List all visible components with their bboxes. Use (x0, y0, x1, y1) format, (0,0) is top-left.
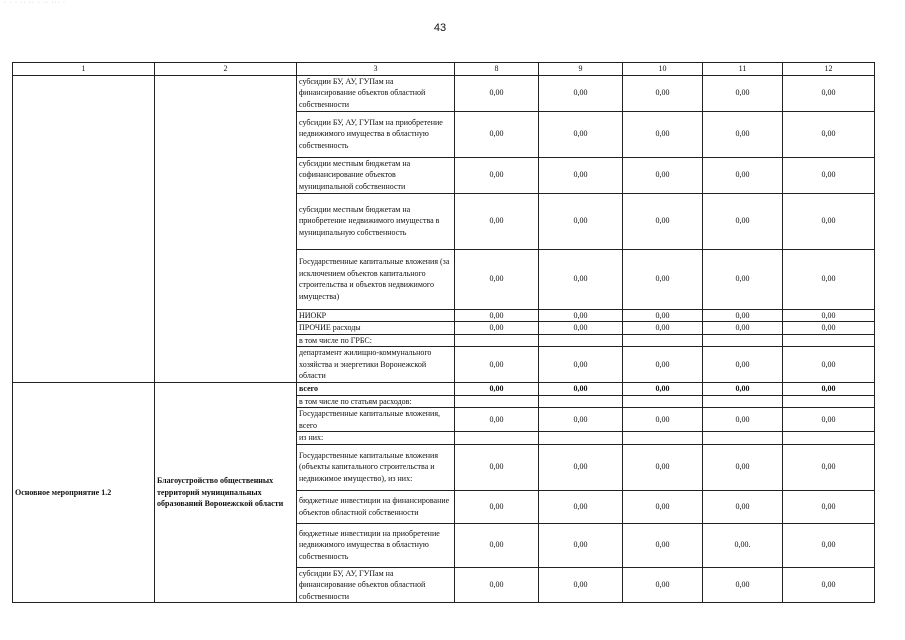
value-cell (539, 432, 623, 445)
value-cell: 0,00 (703, 75, 783, 111)
value-cell: 0,00 (623, 567, 703, 603)
value-cell: 0,00 (783, 444, 875, 490)
value-cell: 0,00 (539, 408, 623, 432)
table-row (13, 75, 875, 111)
value-cell (455, 432, 539, 445)
value-cell: 0,00. (703, 523, 783, 567)
row-label: в том числе по статьям расходов: (297, 395, 455, 408)
value-cell: 0,00 (455, 157, 539, 193)
value-cell (539, 395, 623, 408)
value-cell: 0,00 (455, 75, 539, 111)
row-label: бюджетные инвестиции на приобретение недвижимого имущества в областную собственность (297, 523, 455, 567)
value-cell: 0,00 (623, 322, 703, 335)
value-cell: 0,00 (623, 408, 703, 432)
value-cell: 0,00 (623, 490, 703, 523)
value-cell: 0,00 (783, 383, 875, 396)
row-label: из них: (297, 432, 455, 445)
section-cell: Основное мероприятие 1.2 (13, 383, 155, 603)
row-label: субсидии БУ, АУ, ГУПам на финансирование объектов областной собственности (297, 75, 455, 111)
value-cell: 0,00 (623, 111, 703, 157)
value-cell: 0,00 (539, 157, 623, 193)
row-label: субсидии БУ, АУ, ГУПам на приобретение недвижимого имущества в областную собственность (297, 111, 455, 157)
col-header: 3 (297, 63, 455, 76)
value-cell: 0,00 (703, 490, 783, 523)
value-cell: 0,00 (783, 408, 875, 432)
value-cell (623, 432, 703, 445)
value-cell: 0,00 (783, 309, 875, 322)
value-cell (783, 432, 875, 445)
row-label: Государственные капитальные вложения, всего (297, 408, 455, 432)
value-cell: 0,00 (623, 309, 703, 322)
value-cell: 0,00 (455, 567, 539, 603)
value-cell: 0,00 (623, 383, 703, 396)
value-cell: 0,00 (703, 567, 783, 603)
row-label: ПРОЧИЕ расходы (297, 322, 455, 335)
value-cell: 0,00 (539, 249, 623, 309)
value-cell: 0,00 (703, 309, 783, 322)
value-cell: 0,00 (703, 111, 783, 157)
value-cell: 0,00 (703, 157, 783, 193)
value-cell: 0,00 (539, 490, 623, 523)
value-cell: 0,00 (623, 444, 703, 490)
value-cell: 0,00 (455, 322, 539, 335)
table-row (13, 383, 875, 396)
value-cell: 0,00 (783, 567, 875, 603)
row-label: в том числе по ГРБС: (297, 334, 455, 347)
value-cell (703, 395, 783, 408)
value-cell: 0,00 (783, 157, 875, 193)
value-cell: 0,00 (455, 408, 539, 432)
row-label: бюджетные инвестиции на финансирование объектов областной собственности (297, 490, 455, 523)
value-cell: 0,00 (703, 347, 783, 383)
col-header: 2 (155, 63, 297, 76)
row-label: всего (297, 383, 455, 396)
page-number: 43 (433, 22, 447, 34)
value-cell (703, 432, 783, 445)
value-cell (455, 334, 539, 347)
value-cell: 0,00 (703, 383, 783, 396)
value-cell: 0,00 (539, 193, 623, 249)
row-label: Государственные капитальные вложения (объекты капитального строительства и недвижимое имущество), из них: (297, 444, 455, 490)
value-cell: 0,00 (455, 309, 539, 322)
row-label: субсидии местным бюджетам на приобретение недвижимого имущества в муниципальную собственность (297, 193, 455, 249)
value-cell (623, 334, 703, 347)
col-header: 11 (703, 63, 783, 76)
col-header: 9 (539, 63, 623, 76)
value-cell: 0,00 (455, 347, 539, 383)
row-label: департамент жилищно-коммунального хозяйства и энергетики Воронежской области (297, 347, 455, 383)
value-cell: 0,00 (539, 322, 623, 335)
value-cell (623, 395, 703, 408)
value-cell: 0,00 (455, 490, 539, 523)
row-label: НИОКР (297, 309, 455, 322)
value-cell (539, 334, 623, 347)
value-cell: 0,00 (455, 193, 539, 249)
value-cell: 0,00 (455, 523, 539, 567)
value-cell: 0,00 (455, 444, 539, 490)
value-cell: 0,00 (623, 75, 703, 111)
col-header: 12 (783, 63, 875, 76)
value-cell: 0,00 (455, 111, 539, 157)
value-cell (783, 334, 875, 347)
row-label: субсидии БУ, АУ, ГУПам на финансирование объектов областной собственности (297, 567, 455, 603)
value-cell: 0,00 (623, 347, 703, 383)
value-cell: 0,00 (539, 383, 623, 396)
row-label: субсидии местным бюджетам на софинансирование объектов муниципальной собственности (297, 157, 455, 193)
col-header: 8 (455, 63, 539, 76)
value-cell: 0,00 (539, 111, 623, 157)
value-cell: 0,00 (623, 193, 703, 249)
value-cell: 0,00 (783, 75, 875, 111)
value-cell: 0,00 (539, 567, 623, 603)
value-cell: 0,00 (623, 523, 703, 567)
value-cell: 0,00 (539, 347, 623, 383)
value-cell: 0,00 (703, 193, 783, 249)
value-cell: 0,00 (623, 249, 703, 309)
value-cell: 0,00 (783, 249, 875, 309)
col-header: 1 (13, 63, 155, 76)
value-cell: 0,00 (783, 111, 875, 157)
value-cell: 0,00 (783, 347, 875, 383)
value-cell (783, 395, 875, 408)
budget-table (12, 62, 875, 603)
value-cell: 0,00 (455, 383, 539, 396)
value-cell: 0,00 (703, 322, 783, 335)
value-cell: 0,00 (703, 444, 783, 490)
value-cell: 0,00 (623, 157, 703, 193)
section-title-cell: Благоустройство общественных территорий муниципальных образований Воронежской области (155, 383, 297, 603)
value-cell: 0,00 (783, 193, 875, 249)
scan-artifact: · · · ·· ·· · ·· ··· · (4, 0, 66, 6)
col-header: 10 (623, 63, 703, 76)
value-cell: 0,00 (703, 408, 783, 432)
value-cell (703, 334, 783, 347)
value-cell: 0,00 (539, 444, 623, 490)
value-cell: 0,00 (783, 322, 875, 335)
header-row (13, 63, 875, 76)
value-cell: 0,00 (703, 249, 783, 309)
value-cell: 0,00 (455, 249, 539, 309)
value-cell: 0,00 (539, 523, 623, 567)
value-cell (455, 395, 539, 408)
section-cell (13, 75, 155, 383)
value-cell: 0,00 (783, 490, 875, 523)
value-cell: 0,00 (539, 75, 623, 111)
row-label: Государственные капитальные вложения (за исключением объектов капитального строительства и объектов недвижимого имущества) (297, 249, 455, 309)
section-title-cell (155, 75, 297, 383)
value-cell: 0,00 (539, 309, 623, 322)
value-cell: 0,00 (783, 523, 875, 567)
